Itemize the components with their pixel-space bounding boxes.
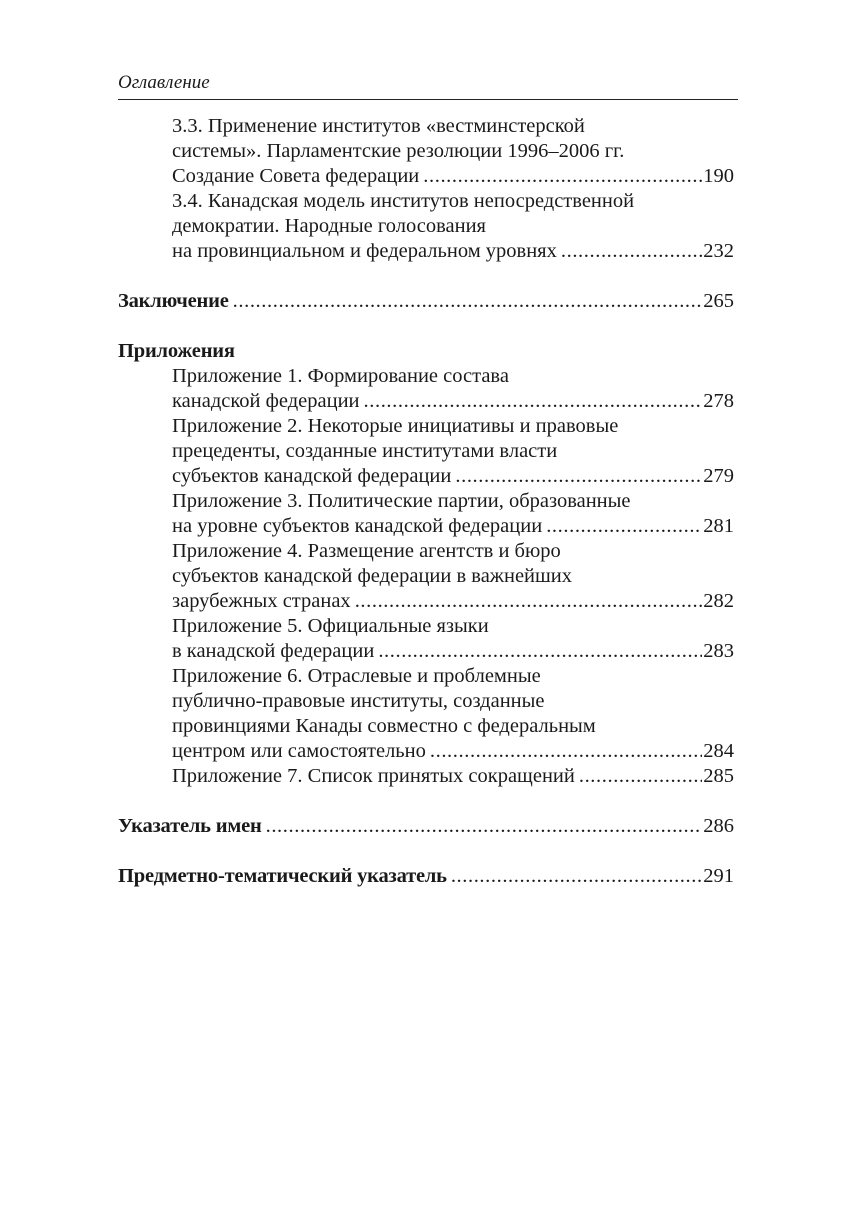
dot-leader (561, 239, 702, 264)
toc-entry-3-3-last-line[interactable] (118, 164, 734, 189)
toc-entry-3-4-page: 232 (703, 240, 734, 262)
dot-leader (451, 864, 702, 889)
toc-entry-3-4-last-line[interactable] (118, 239, 734, 264)
dot-leader (364, 389, 703, 414)
toc-app3-page: 281 (703, 515, 734, 537)
toc-conclusion-page: 265 (703, 290, 734, 312)
dot-leader (455, 464, 702, 489)
toc-app1-last-line[interactable] (118, 389, 734, 414)
toc-app4-line2: субъектов канадской федерации в важнейших (172, 565, 573, 587)
toc-entry-3-3-page: 190 (703, 165, 734, 187)
toc-entry-3-4-line1: 3.4. Канадская модель институтов непосредственной (172, 190, 635, 212)
toc-app2-page: 279 (703, 465, 734, 487)
toc-subject-index-page: 291 (703, 865, 734, 887)
toc-app2-line2: прецеденты, созданные институтами власти (172, 440, 558, 462)
dot-leader (423, 164, 702, 189)
dot-leader (378, 639, 702, 664)
toc-app6-line4: центром или самостоятельно (172, 740, 426, 762)
toc-app7[interactable] (118, 764, 734, 789)
toc-entry-subject-index[interactable] (118, 864, 734, 889)
toc-entry-3-3-line1: 3.3. Применение институтов «вестминстерской (172, 115, 585, 137)
toc-app5-line1: Приложение 5. Официальные языки (172, 615, 489, 637)
toc-app6-page: 284 (703, 740, 734, 762)
toc-conclusion-label: Заключение (118, 290, 229, 312)
table-of-contents (118, 114, 734, 889)
toc-app5-last-line[interactable] (118, 639, 734, 664)
toc-app5-line2: в канадской федерации (172, 640, 375, 662)
toc-app1-line2: канадской федерации (172, 390, 360, 412)
toc-entry-conclusion[interactable] (118, 289, 734, 314)
dot-leader (355, 589, 703, 614)
toc-app4-page: 282 (703, 590, 734, 612)
toc-app1-page: 278 (703, 390, 734, 412)
toc-app2-line1: Приложение 2. Некоторые инициативы и правовые (172, 415, 619, 437)
toc-entry-name-index[interactable] (118, 814, 734, 839)
toc-name-index-page: 286 (703, 815, 734, 837)
dot-leader (233, 289, 703, 314)
toc-app1-line1: Приложение 1. Формирование состава (172, 365, 509, 387)
spacer (118, 264, 734, 289)
toc-app4-line3: зарубежных странах (172, 590, 351, 612)
dot-leader (546, 514, 702, 539)
toc-app6-last-line[interactable] (118, 739, 734, 764)
toc-app6-line3: провинциями Канады совместно с федеральным (172, 715, 596, 737)
running-head: Оглавление (118, 72, 210, 93)
dot-leader (430, 739, 702, 764)
spacer (118, 839, 734, 864)
toc-app2-last-line[interactable] (118, 464, 734, 489)
toc-app4-line1: Приложение 4. Размещение агентств и бюро (172, 540, 561, 562)
dot-leader (579, 764, 702, 789)
toc-subject-index-label: Предметно-тематический указатель (118, 865, 447, 887)
toc-entry-3-3-line3: Создание Совета федерации (172, 165, 420, 187)
toc-name-index-label: Указатель имен (118, 815, 262, 837)
spacer (118, 789, 734, 814)
toc-app3-line2: на уровне субъектов канадской федерации (172, 515, 543, 537)
toc-app5-page: 283 (703, 640, 734, 662)
header-rule (118, 99, 738, 100)
toc-entry-3-4-line2: демократии. Народные голосования (172, 215, 486, 237)
toc-app3-line1: Приложение 3. Политические партии, образованные (172, 490, 631, 512)
spacer (118, 314, 734, 339)
toc-app6-line2: публично-правовые институты, созданные (172, 690, 545, 712)
toc-app7-line1: Приложение 7. Список принятых сокращений (172, 765, 575, 787)
dot-leader (266, 814, 703, 839)
toc-app6-line1: Приложение 6. Отраслевые и проблемные (172, 665, 541, 687)
toc-app7-page: 285 (703, 765, 734, 787)
toc-entry-3-4-line3: на провинциальном и федеральном уровнях (172, 240, 557, 262)
toc-entry-3-3-line2: системы». Парламентские резолюции 1996–2006 гг. (172, 140, 625, 162)
toc-app3-last-line[interactable] (118, 514, 734, 539)
toc-app2-line3: субъектов канадской федерации (172, 465, 452, 487)
toc-app4-last-line[interactable] (118, 589, 734, 614)
toc-appendices-heading[interactable]: Приложения (118, 340, 235, 362)
